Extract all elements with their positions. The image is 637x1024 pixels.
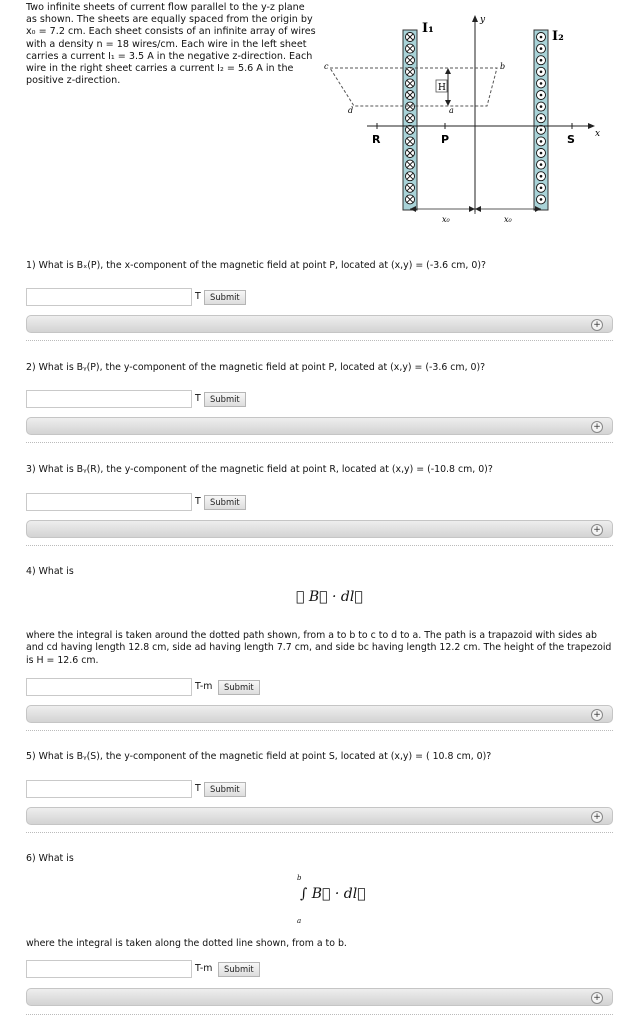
question-3-answer-input[interactable]	[26, 493, 192, 511]
expand-plus-icon[interactable]: +	[591, 524, 603, 536]
question-3-hint-bar[interactable]	[26, 520, 613, 538]
expand-plus-icon[interactable]: +	[591, 811, 603, 823]
question-2-answer-input[interactable]	[26, 390, 192, 408]
label-x: x	[595, 129, 601, 139]
question-5-submit-button[interactable]: Submit	[204, 782, 246, 797]
expand-plus-icon[interactable]: +	[591, 319, 603, 331]
question-4-submit-button[interactable]: Submit	[218, 680, 260, 695]
question-6-unit: T-m	[195, 963, 213, 974]
left-sheet-x-symbols	[406, 33, 415, 204]
question-6-lower-limit: a	[297, 917, 302, 925]
expand-plus-icon[interactable]: +	[591, 421, 603, 433]
label-a: a	[449, 106, 454, 115]
label-b: b	[500, 62, 506, 71]
label-P: P	[441, 133, 450, 146]
question-1-submit-button[interactable]: Submit	[204, 290, 246, 305]
question-4-text: 4) What is	[26, 566, 74, 577]
question-4-answer-input[interactable]	[26, 678, 192, 696]
question-2-hint-bar[interactable]	[26, 417, 613, 435]
question-3-text: 3) What is Bᵧ(R), the y-component of the magnetic field at point R, located at (x,y) = (-10.8 cm, 0)?	[26, 464, 493, 475]
question-6-hint-bar[interactable]	[26, 988, 613, 1006]
question-6-integral: ∫ B⃗ · dl⃗	[300, 886, 366, 902]
question-5-text: 5) What is Bᵧ(S), the y-component of the magnetic field at point S, located at (x,y) = ( 10.8 cm, 0)?	[26, 751, 492, 762]
label-c: c	[324, 62, 329, 71]
label-y: y	[480, 15, 486, 25]
question-5-unit: T	[195, 783, 201, 794]
question-1-hint-bar[interactable]	[26, 315, 613, 333]
divider	[26, 832, 613, 833]
label-x0-left: x₀	[442, 215, 450, 224]
expand-plus-icon[interactable]: +	[591, 992, 603, 1004]
question-1-unit: T	[195, 291, 201, 302]
divider	[26, 730, 613, 731]
question-3-unit: T	[195, 496, 201, 507]
label-H: H	[438, 83, 446, 93]
label-S: S	[567, 133, 575, 146]
label-I1: I₁	[422, 21, 434, 36]
divider	[26, 340, 613, 341]
label-x0-right: x₀	[504, 215, 512, 224]
right-sheet-dot-symbols	[537, 33, 546, 204]
question-5-hint-bar[interactable]	[26, 807, 613, 825]
question-4-integral: ∮ B⃗ · dl⃗	[296, 589, 363, 605]
question-4-hint-bar[interactable]	[26, 705, 613, 723]
divider	[26, 1014, 613, 1015]
question-1-text: 1) What is Bₓ(P), the x-component of the magnetic field at point P, located at (x,y) = (-3.6 cm, 0)?	[26, 260, 486, 271]
problem-intro: Two infinite sheets of current flow parallel to the y-z plane as shown. The sheets are equally spaced from the origin by x₀ = 7.2 cm. Each sheet consists of an infinite array of wires with a density n = 18 wires/cm. Each wire in the left sheet carries a current I₁ = 3.5 A in the negative z-direction. Each wire in the right sheet carries a current I₂ = 5.6 A in the positive z-direction.	[26, 2, 316, 87]
divider	[26, 545, 613, 546]
question-6-answer-input[interactable]	[26, 960, 192, 978]
label-I2: I₂	[552, 29, 564, 44]
question-2-text: 2) What is Bᵧ(P), the y-component of the magnetic field at point P, located at (x,y) = (-3.6 cm, 0)?	[26, 362, 486, 373]
label-R: R	[372, 133, 381, 146]
divider	[26, 442, 613, 443]
question-5-answer-input[interactable]	[26, 780, 192, 798]
label-d: d	[348, 106, 354, 115]
question-2-submit-button[interactable]: Submit	[204, 392, 246, 407]
expand-plus-icon[interactable]: +	[591, 709, 603, 721]
question-6-upper-limit: b	[297, 874, 302, 882]
question-4-unit: T-m	[195, 681, 213, 692]
question-6-text: 6) What is	[26, 853, 74, 864]
question-6-submit-button[interactable]: Submit	[218, 962, 260, 977]
question-3-submit-button[interactable]: Submit	[204, 495, 246, 510]
question-1-answer-input[interactable]	[26, 288, 192, 306]
question-4-description: where the integral is taken around the dotted path shown, from a to b to c to d to a. The path is a trapazoid with sides ab and cd having length 12.8 cm, side ad having length 7.7 cm, and side bc having length 12.2 cm. The height of the trapezoid is H = 12.6 cm.	[26, 630, 612, 666]
question-2-unit: T	[195, 393, 201, 404]
problem-figure	[312, 12, 612, 224]
question-6-description: where the integral is taken along the dotted line shown, from a to b.	[26, 938, 347, 949]
